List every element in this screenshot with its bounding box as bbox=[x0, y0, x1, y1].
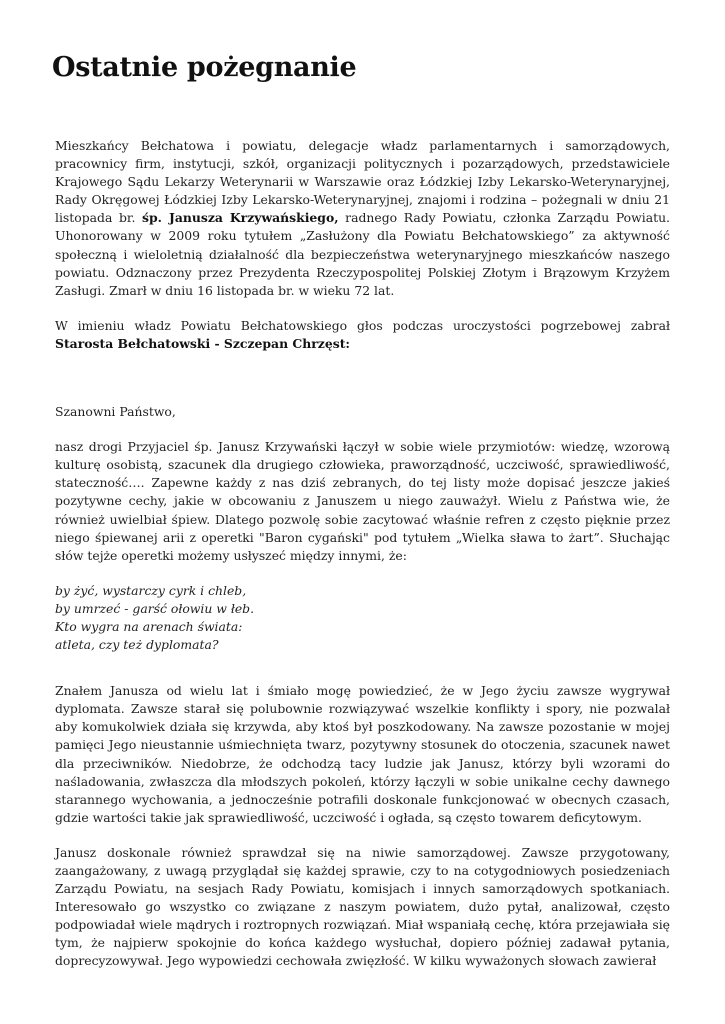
speaker-intro-paragraph bbox=[55, 317, 670, 353]
intro-text-part2: radnego Rady Powiatu, członka Zarządu Powiatu. Uhonorowany w 2009 roku tytułem „Zasłużony dla Powiatu Bełchatowskiego” za aktywność społeczną i wieloletnią działalność dla bezpieczeństwa weterynaryjnego mieszkańców naszego powiatu. Odznaczony przez Prezydenta Rzeczypospolitej Polskiej Złotym i Brązowym Krzyżem Zasługi. Zmarł w dniu 16 listopada br. w wieku 72 lat. bbox=[55, 210, 670, 298]
spacer bbox=[55, 654, 670, 682]
verse-line: by umrzeć - garść ołowiu w łeb. bbox=[55, 600, 255, 616]
intro-text-part1: Mieszkańcy Bełchatowa i powiatu, delegacje władz parlamentarnych i samorządowych, pracownicy firm, instytucji, szkół, organizacji politycznych i pozarządowych, przedstawiciele Krajowego Sądu Lekarzy Weterynarii w Warszawie oraz Łódzkiej Izby Lekarsko-Weterynaryjnej, Rady Okręgowej Łódzkiej Izby Lekarsko-Weterynaryjnej, znajomi i rodzina – pożegnali w dniu 21 listopada br. bbox=[55, 138, 670, 226]
verse-line: atleta, czy też dyplomata? bbox=[55, 637, 219, 653]
intro-paragraph bbox=[55, 137, 670, 300]
verse-line: by żyć, wystarczy cyrk i chleb, bbox=[55, 582, 247, 598]
article-body bbox=[55, 137, 670, 988]
speech-paragraph-3: Janusz doskonale również sprawdzał się na niwie samorządowej. Zawsze przygotowany, zaangażowany, z uwagą przyglądał się każdej sprawie, czy to na cotygodniowych posiedzeniach Zarządu Powiatu, na sesjach Rady Powiatu, komisjach i innych samorządowych spotkaniach. Interesowało go wszystko co związane z naszym powiatem, dużo pytał, analizował, często podpowiadał wiele mądrych i roztropnych rozwiązań. Miał wspaniałą cechę, która przejawiała się tym, że najpierw spokojnie do końca każdego wysłuchał, dopiero później zadawał pytania, doprecyzowywał. Jego wypowiedzi cechowała zwięzłość. W kilku wyważonych słowach zawierał bbox=[55, 844, 670, 969]
speaker-name: Starosta Bełchatowski - Szczepan Chrzęst: bbox=[55, 335, 350, 351]
song-quote bbox=[55, 582, 670, 654]
speech-paragraph-2: Znałem Janusza od wielu lat i śmiało mogę powiedzieć, że w Jego życiu zawsze wygrywał dyplomata. Zawsze starał się polubownie rozwiązywać wszelkie konflikty i spory, nie pozwalał aby komukolwiek działa się krzywda, aby ktoś był poszkodowany. Na zawsze pozostanie w mojej pamięci Jego nieustannie uśmiechnięta twarz, pozytywny stosunek do otoczenia, szacunek nawet dla przeciwników. Niedobrze, że odchodzą tacy ludzie jak Janusz, którzy byli wzorami do naśladowania, zwłaszcza dla młodszych pokoleń, którzy łączyli w sobie unikalne cechy dawnego starannego wychowania, a jednocześnie potrafili doskonale funkcjonować w obecnych czasach, gdzie wartości takie jak sprawiedliwość, uczciwość i ogłada, są często towarem deficytowym. bbox=[55, 683, 670, 825]
salutation: Szanowni Państwo, bbox=[55, 404, 176, 420]
speaker-intro-text: W imieniu władz Powiatu Bełchatowskiego głos podczas uroczystości pogrzebowej zabrał bbox=[55, 317, 670, 333]
speech-paragraph-1: nasz drogi Przyjaciel śp. Janusz Krzywański łączył w sobie wiele przymiotów: wiedzę, wzorową kulturę osobistą, szacunek dla drugiego człowieka, praworządność, uczciwość, sprawiedliwość, stateczność…. Zapewne każdy z nas dziś zebranych, do tej listy może dopisać jeszcze jakieś pozytywne cechy, jakie w obcowaniu z Januszem u niego zauważył. Wielu z Państwa wie, że również uwielbiał śpiew. Dlatego pozwolę sobie zacytować właśnie refren z często pięknie przez niego śpiewanej arii z operetki "Baron cygański" pod tytułem „Wielka sława to żart”. Słuchając słów tejże operetki możemy usłyszeć między innymi, że: bbox=[55, 439, 670, 563]
page-title: Ostatnie pożegnanie bbox=[52, 52, 357, 83]
spacer bbox=[55, 353, 670, 403]
verse-line: Kto wygra na arenach świata: bbox=[55, 618, 243, 634]
deceased-name: śp. Janusza Krzywańskiego, bbox=[142, 210, 339, 226]
